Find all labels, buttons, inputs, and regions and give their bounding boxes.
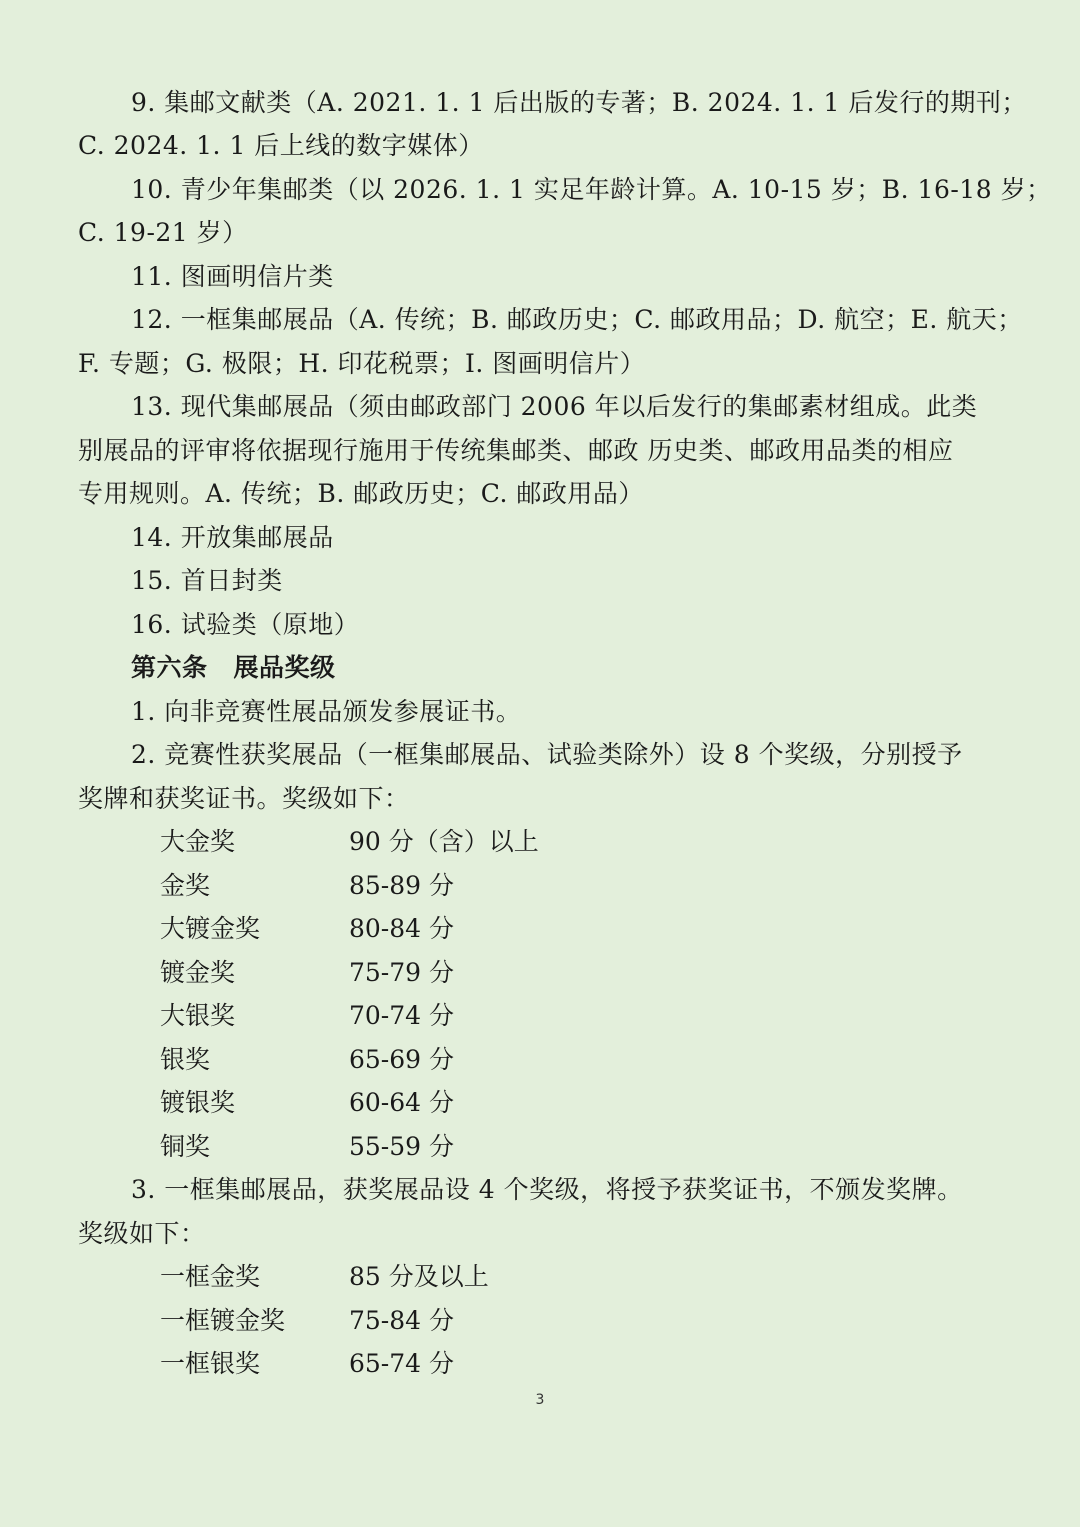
section-heading [131, 653, 336, 683]
paragraph-13-line1: 13. 现代集邮展品（须由邮政部门 2006 年以后发行的集邮素材组成。此类 [131, 392, 978, 421]
frame-award-score: 85 分及以上 [349, 1262, 489, 1291]
frame-award-name: 一框镀金奖 [160, 1306, 286, 1335]
paragraph-15: 15. 首日封类 [131, 566, 283, 595]
award-score: 55-59 分 [349, 1132, 455, 1161]
award-score: 90 分（含）以上 [349, 827, 539, 856]
award-score: 65-69 分 [349, 1045, 455, 1074]
paragraph-9-line1: 9. 集邮文献类（A. 2021. 1. 1 后出版的专著；B. 2024. 1. 1 后发行的期刊； [131, 88, 1027, 117]
paragraph-10-line2: C. 19-21 岁） [78, 218, 248, 247]
rule-1: 1. 向非竞赛性展品颁发参展证书。 [131, 697, 522, 726]
award-score: 75-79 分 [349, 958, 455, 987]
paragraph-13-line2: 别展品的评审将依据现行施用于传统集邮类、邮政 历史类、邮政用品类的相应 [78, 436, 954, 465]
award-name: 大银奖 [160, 1001, 236, 1030]
award-name: 镀银奖 [160, 1088, 236, 1117]
award-name: 大金奖 [160, 827, 236, 856]
paragraph-9-line2: C. 2024. 1. 1 后上线的数字媒体） [78, 131, 484, 160]
paragraph-11: 11. 图画明信片类 [131, 262, 334, 291]
article-number: 第六条 [131, 653, 208, 682]
rule-3-line1: 3. 一框集邮展品，获奖展品设 4 个奖级，将授予获奖证书，不颁发奖牌。 [131, 1175, 963, 1204]
paragraph-12-line2: F. 专题；G. 极限；H. 印花税票；I. 图画明信片） [78, 349, 646, 378]
rule-2-line1: 2. 竞赛性获奖展品（一框集邮展品、试验类除外）设 8 个奖级，分别授予 [131, 740, 963, 769]
rule-2-line2: 奖牌和获奖证书。奖级如下： [78, 784, 410, 813]
rule-3-line2: 奖级如下： [78, 1219, 206, 1248]
frame-award-name: 一框银奖 [160, 1349, 261, 1378]
award-score: 80-84 分 [349, 914, 455, 943]
award-score: 60-64 分 [349, 1088, 455, 1117]
award-name: 金奖 [160, 871, 211, 900]
award-score: 85-89 分 [349, 871, 455, 900]
frame-award-score: 65-74 分 [349, 1349, 455, 1378]
award-score: 70-74 分 [349, 1001, 455, 1030]
article-title: 展品奖级 [233, 653, 336, 682]
award-name: 大镀金奖 [160, 914, 261, 943]
award-name: 镀金奖 [160, 958, 236, 987]
award-name: 铜奖 [160, 1132, 211, 1161]
paragraph-14: 14. 开放集邮展品 [131, 523, 334, 552]
frame-award-score: 75-84 分 [349, 1306, 455, 1335]
frame-award-name: 一框金奖 [160, 1262, 261, 1291]
paragraph-13-line3: 专用规则。A. 传统；B. 邮政历史；C. 邮政用品） [78, 479, 644, 508]
paragraph-10-line1: 10. 青少年集邮类（以 2026. 1. 1 实足年龄计算。A. 10-15 岁；B. 16-18 岁； [131, 175, 1052, 204]
paragraph-12-line1: 12. 一框集邮展品（A. 传统；B. 邮政历史；C. 邮政用品；D. 航空；E. 航天； [131, 305, 1023, 334]
page-number: 3 [535, 1392, 545, 1408]
award-name: 银奖 [160, 1045, 211, 1074]
paragraph-16: 16. 试验类（原地） [131, 610, 360, 639]
